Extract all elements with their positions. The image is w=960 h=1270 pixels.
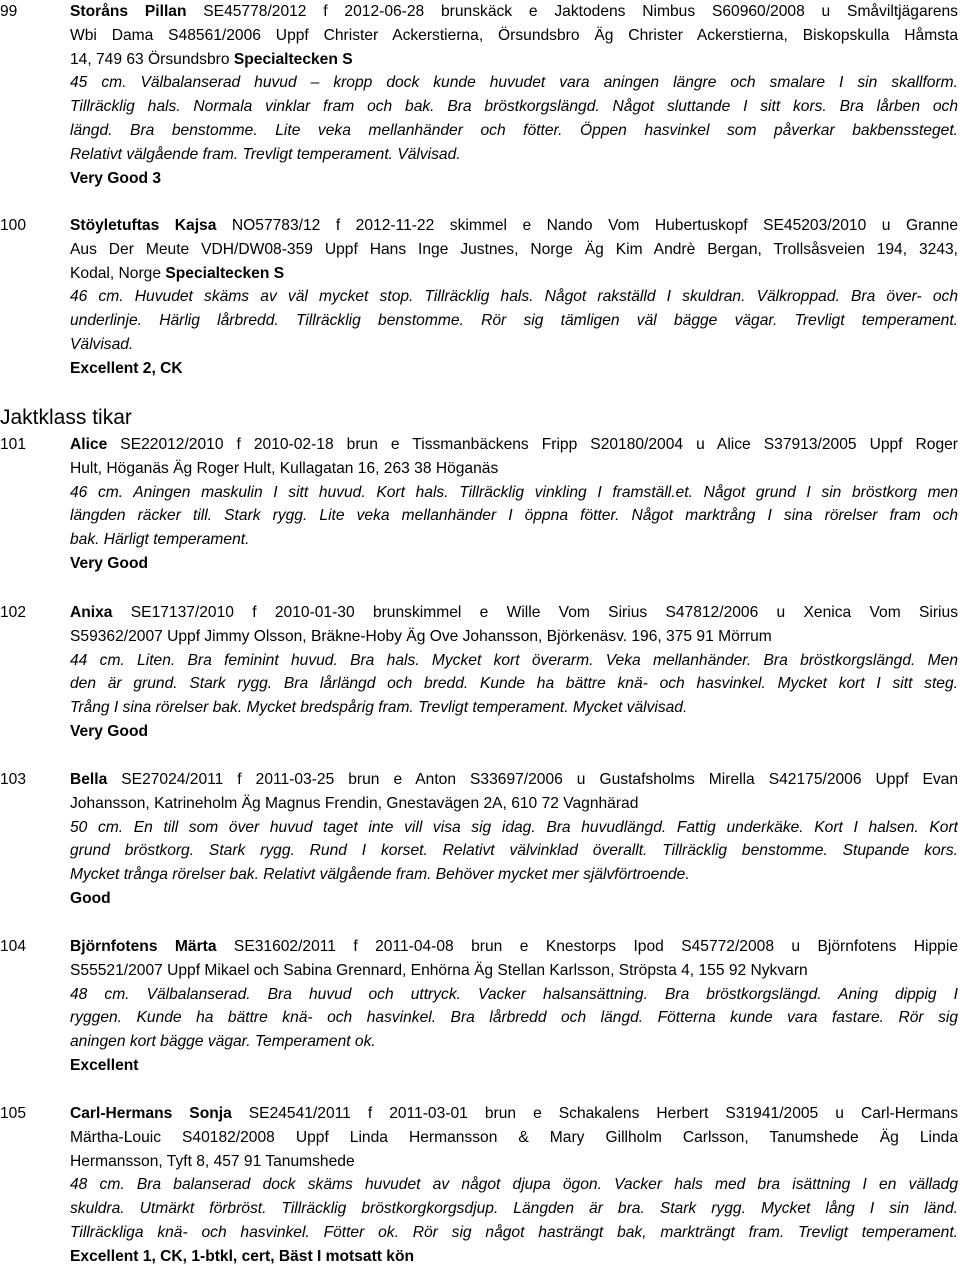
critique-line: 46 cm. Aningen maskulin I sitt huvud. Kort hals. Tillräcklig vinkling I framställ.et. Något grund I sin bröstkorg men: [70, 483, 958, 501]
grade: Very Good: [70, 722, 148, 740]
critique-line: den är grund. Stark rygg. Bra lårlängd och bredd. Kunde ha bättre knä- och hasvinkel. Mycket kort I sitt steg.: [70, 675, 958, 693]
entry-number: 102: [0, 604, 27, 621]
critique-line: längden räcker till. Stark rygg. Lite veka mellanhänder I öppna fötter. Något marktrång I sina rörelser fram och: [70, 507, 958, 525]
entry-number: 99: [0, 3, 18, 20]
entry-header-line: [70, 935, 958, 959]
critique-line: Mycket trånga rörelser bak. Relativt välgående fram. Behöver mycket mer självförtroende.: [70, 866, 690, 884]
special-mark: Specialtecken S: [165, 264, 285, 282]
pedigree-line: Hult, Höganäs Äg Roger Hult, Kullagatan 16, 263 38 Höganäs: [70, 459, 499, 477]
grade: Good: [70, 889, 111, 907]
pedigree-line: S55521/2007 Uppf Mikael och Sabina Grennard, Enhörna Äg Stellan Karlsson, Ströpsta 4, 155 92 Nykvarn: [70, 961, 808, 979]
entry-number: 100: [0, 217, 27, 234]
pedigree-text: 14, 749 63 Örsundsbro: [70, 50, 234, 68]
pedigree-text: SE31602/2011 f 2011-04-08 brun e Knestorps Ipod S45772/2008 u Björnfotens Hippie: [216, 938, 958, 955]
pedigree-text: SE24541/2011 f 2011-03-01 brun e Schakalens Herbert S31941/2005 u Carl-Hermans: [231, 1105, 958, 1122]
entry-number: 104: [0, 938, 27, 955]
entry-header-line: [70, 601, 958, 625]
critique-line: Tillräckliga knä- och hasvinkel. Fötter ok. Rör sig något hasträngt bak, markträngt fram. Trevligt temperament.: [70, 1223, 958, 1241]
pedigree-text: SE17137/2010 f 2010-01-30 brunskimmel e Wille Vom Sirius S47812/2006 u Xenica Vom Sirius: [112, 604, 958, 621]
grade: Excellent: [70, 1056, 139, 1074]
entry-content: [70, 935, 958, 1078]
entry-header-line: [70, 768, 958, 792]
critique-line: 50 cm. En till som över huvud taget inte vill visa sig idag. Bra huvudlängd. Fattig underkäke. Kort I halsen. Kort: [70, 818, 958, 836]
entry-header-line: [70, 214, 958, 238]
pedigree-line: Johansson, Katrineholm Äg Magnus Frendin, Gnestavägen 2A, 610 72 Vagnhärad: [70, 794, 639, 812]
dog-name: Stöyletuftas Kajsa: [70, 217, 217, 234]
dog-name: Storåns Pillan: [70, 3, 187, 20]
critique-line: Relativt välgående fram. Trevligt temperament. Välvisad.: [70, 145, 461, 163]
critique-line: ryggen. Kunde ha bättre knä- och hasvinkel. Bra lårbredd och längd. Fötterna kunde vara fastare. Rör sig: [70, 1009, 958, 1027]
dog-name: Carl-Hermans Sonja: [70, 1105, 232, 1122]
critique-line: 45 cm. Välbalanserad huvud – kropp dock kunde huvudet vara aningen längre och smalare I sin skallform.: [70, 74, 958, 92]
critique-line: Tillräcklig hals. Normala vinklar fram och bak. Bra bröstkorgslängd. Något sluttande I sitt kors. Bra lårben och: [70, 98, 958, 116]
critique-line: 44 cm. Liten. Bra feminint huvud. Bra hals. Mycket kort överarm. Veka mellanhänder. Bra bröstkorgslängd. Men: [70, 651, 958, 669]
grade: Very Good 3: [70, 169, 161, 187]
entry-number: 105: [0, 1105, 27, 1122]
critique-line: 46 cm. Huvudet skäms av väl mycket stop. Tillräcklig hals. Något rakställd I skuldran. Välkroppad. Bra över- och: [70, 288, 958, 306]
pedigree-line: [70, 262, 958, 286]
critique-line: 48 cm. Välbalanserad. Bra huvud och uttryck. Vacker halsansättning. Bra bröstkorgslängd. Aning dippig I: [70, 985, 958, 1003]
section-heading: Jaktklass tikar: [0, 406, 132, 429]
grade: Excellent 2, CK: [70, 359, 183, 377]
pedigree-line: S59362/2007 Uppf Jimmy Olsson, Bräkne-Hoby Äg Ove Johansson, Björkenäsv. 196, 375 91 Mörrum: [70, 627, 772, 645]
entry-content: [70, 433, 958, 576]
critique-line: Välvisad.: [70, 335, 134, 353]
entry-content: [70, 601, 958, 744]
critique-line: längd. Bra benstomme. Lite veka mellanhänder och fötter. Öppen hasvinkel som påverkar bakbenssteget.: [70, 121, 958, 139]
dog-name: Anixa: [70, 604, 113, 621]
critique-line: grund bröstkorg. Stark rygg. Rund I korset. Relativt välvinklad överallt. Tillräcklig benstomme. Stupande kors.: [70, 842, 958, 860]
entry-content: [70, 214, 958, 381]
entry-content: [70, 1102, 958, 1269]
critique-line: 48 cm. Bra balanserad dock skäms huvudet av något djupa ögon. Vacker hals med bra isättning I en välladg: [70, 1176, 958, 1194]
entry-header-line: [70, 433, 958, 457]
pedigree-line: Aus Der Meute VDH/DW08-359 Uppf Hans Inge Justnes, Norge Äg Kim Andrè Bergan, Trollsåsveien 194, 3243,: [70, 240, 958, 258]
dog-name: Björnfotens Märta: [70, 938, 217, 955]
entry-header-line: [70, 0, 958, 24]
pedigree-line: Wbi Dama S48561/2006 Uppf Christer Ackerstierna, Örsundsbro Äg Christer Ackerstierna, Biskopskulla Håmsta: [70, 26, 958, 44]
critique-line: Trång I sina rörelser bak. Mycket bredspårig fram. Trevligt temperament. Mycket välvisad.: [70, 699, 688, 717]
entry-content: [70, 768, 958, 911]
dog-name: Alice: [70, 436, 108, 453]
pedigree-text: SE27024/2011 f 2011-03-25 brun e Anton S33697/2006 u Gustafsholms Mirella S42175/2006 Uppf Evan: [107, 771, 958, 788]
dog-name: Bella: [70, 771, 108, 788]
entry-header-line: [70, 1102, 958, 1126]
pedigree-line: Märtha-Louic S40182/2008 Uppf Linda Hermansson & Mary Gillholm Carlsson, Tanumshede Äg Linda: [70, 1128, 958, 1146]
entry-number: 101: [0, 436, 27, 453]
pedigree-line: [70, 48, 958, 72]
entry-content: [70, 0, 958, 190]
grade: Very Good: [70, 554, 148, 572]
pedigree-line: Hermansson, Tyft 8, 457 91 Tanumshede: [70, 1152, 355, 1170]
pedigree-text: SE22012/2010 f 2010-02-18 brun e Tissmanbäckens Fripp S20180/2004 u Alice S37913/2005 Uppf Roger: [107, 436, 958, 453]
critique-line: skuldra. Utmärkt förbröst. Tillräcklig bröstkorgkorgsdjup. Längden är bra. Stark rygg. Mycket lång I sin länd.: [70, 1200, 958, 1218]
entry-number: 103: [0, 771, 27, 788]
pedigree-text: SE45778/2012 f 2012-06-28 brunskäck e Jaktodens Nimbus S60960/2008 u Småviltjägarens: [186, 3, 958, 20]
critique-line: underlinje. Härlig lårbredd. Tillräcklig benstomme. Rör sig tämligen väl bägge vägar. Trevligt temperament.: [70, 312, 958, 330]
special-mark: Specialtecken S: [233, 50, 353, 68]
critique-line: aningen kort bägge vägar. Temperament ok.: [70, 1033, 376, 1051]
critique-line: bak. Härligt temperament.: [70, 531, 250, 549]
pedigree-text: NO57783/12 f 2012-11-22 skimmel e Nando Vom Hubertuskopf SE45203/2010 u Granne: [216, 217, 958, 234]
grade: Excellent 1, CK, 1-btkl, cert, Bäst I motsatt kön: [70, 1247, 415, 1265]
pedigree-text: Kodal, Norge: [70, 264, 166, 282]
